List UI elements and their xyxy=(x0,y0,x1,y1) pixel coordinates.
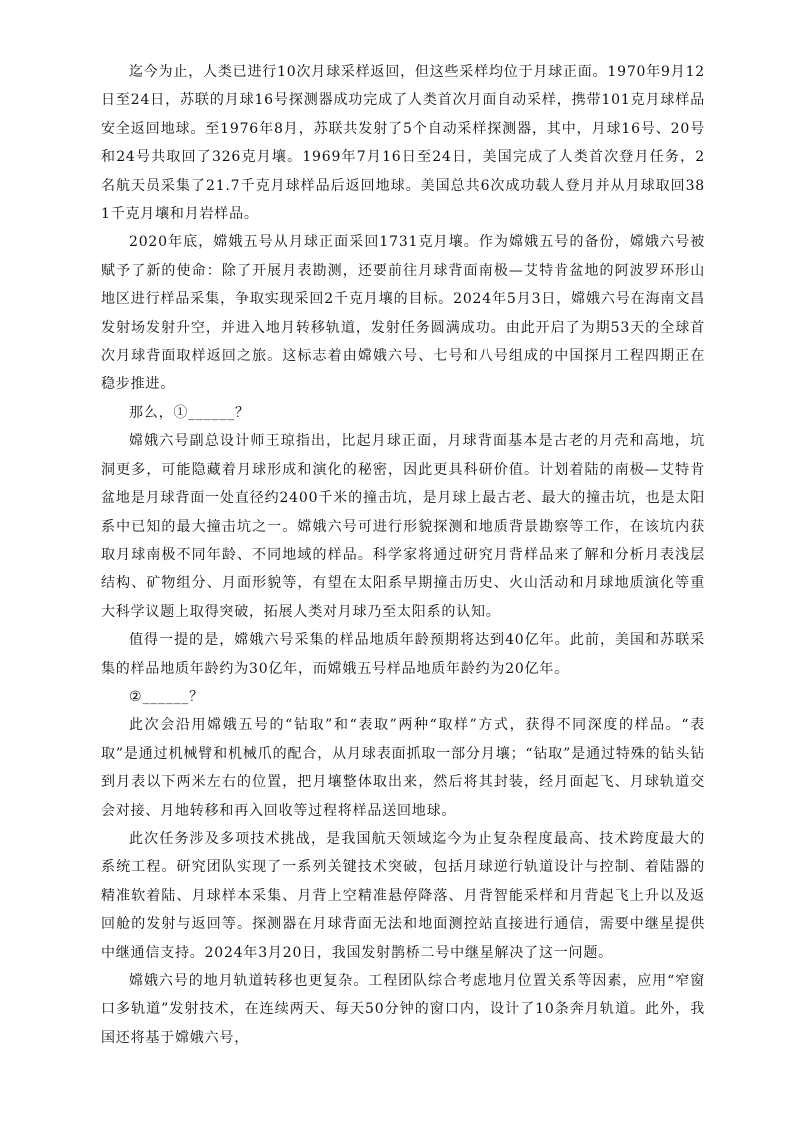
question-blank-1: 那么，①______？ xyxy=(129,404,250,421)
paragraph-history: 迄今为止，人类已进行10次月球采样返回，但这些采样均位于月球正面。1970年9月12日至24日，苏联的月球16号探测器成功完成了人类首次月面自动采样，携带101克月球样品安全返回地球。至1976年8月，苏联共发射了5个自动采样探测器，其中，月球16号、20号和24号共取回了326克月壤。1969年7月16日至24日，美国完成了人类首次登月任务，2名航天员采集了21.7千克月球样品后返回地球。美国总共6次成功载人登月并从月球取回381千克月壤和月岩样品。 xyxy=(101,64,705,223)
paragraph-orbit-transfer: 嫦娥六号的地月轨道转移也更复杂。工程团队综合考虑地月位置关系等因素，应用“窄窗口多轨道”发射技术，在连续两天、每天50分钟的窗口内，设计了10条奔月轨道。此外，我国还将基于嫦娥六号， xyxy=(101,973,705,1046)
paragraph-technical-challenges: 此次任务涉及多项技术挑战，是我国航天领域迄今为止复杂程度最高、技术跨度最大的系统工程。研究团队实现了一系列关键技术突破，包括月球逆行轨道设计与控制、着陆器的精准软着陆、月球样本采集、月背上空精准悬停降落、月背智能采样和月背起飞上升以及返回舱的发射与返回等。探测器在月球背面无法和地面测控站直接进行通信，需要中继星提供中继通信支持。2024年3月20日，我国发射鹊桥二号中继星解决了这一问题。 xyxy=(101,830,705,961)
paragraph-sampling-methods: 此次会沿用嫦娥五号的“钻取”和“表取”两种“取样”方式，获得不同深度的样品。“表取”是通过机械臂和机械爪的配合，从月球表面抓取一部分月壤；“钻取”是通过特殊的钻头钻到月表以下两米左右的位置，把月壤整体取出来，然后将其封装，经月面起飞、月球轨道交会对接、月地转移和再入回收等过程将样品送回地球。 xyxy=(101,717,705,819)
paragraph-far-side-value: 嫦娥六号副总设计师王琼指出，比起月球正面，月球背面基本是古老的月壳和高地，坑洞更多，可能隐藏着月球形成和演化的秘密，因此更具科研价值。计划着陆的南极—艾特肯盆地是月球背面一处直径约2400千米的撞击坑，是月球上最古老、最大的撞击坑，也是太阳系中已知的最大撞击坑之一。嫦娥六号可进行形貌探测和地质背景勘察等工作，在该坑内获取月球南极不同年龄、不同地域的样品。科学家将通过研究月背样品来了解和分析月表浅层结构、矿物组分、月面形貌等，有望在太阳系早期撞击历史、火山活动和月球地质演化等重大科学议题上取得突破，拓展人类对月球乃至太阳系的认知。 xyxy=(101,433,705,620)
article-body xyxy=(101,58,705,1052)
paragraph-change6-mission: 2020年底，嫦娥五号从月球正面采回1731克月壤。作为嫦娥五号的备份，嫦娥六号被赋予了新的使命：除了开展月表勘测，还要前往月球背面南极—艾特肯盆地的阿波罗环形山地区进行样品采集，争取实现采回2千克月壤的目标。2024年5月3日，嫦娥六号在海南文昌发射场发射升空，并进入地月转移轨道，发射任务圆满成功。由此开启了为期53天的全球首次月球背面取样返回之旅。这标志着由嫦娥六号、七号和八号组成的中国探月工程四期正在稳步推进。 xyxy=(101,234,705,393)
paragraph-sample-age: 值得一提的是，嫦娥六号采集的样品地质年龄预期将达到40亿年。此前，美国和苏联采集的样品地质年龄约为30亿年，而嫦娥五号样品地质年龄约为20亿年。 xyxy=(101,632,705,677)
question-blank-2: ②______？ xyxy=(129,688,204,705)
